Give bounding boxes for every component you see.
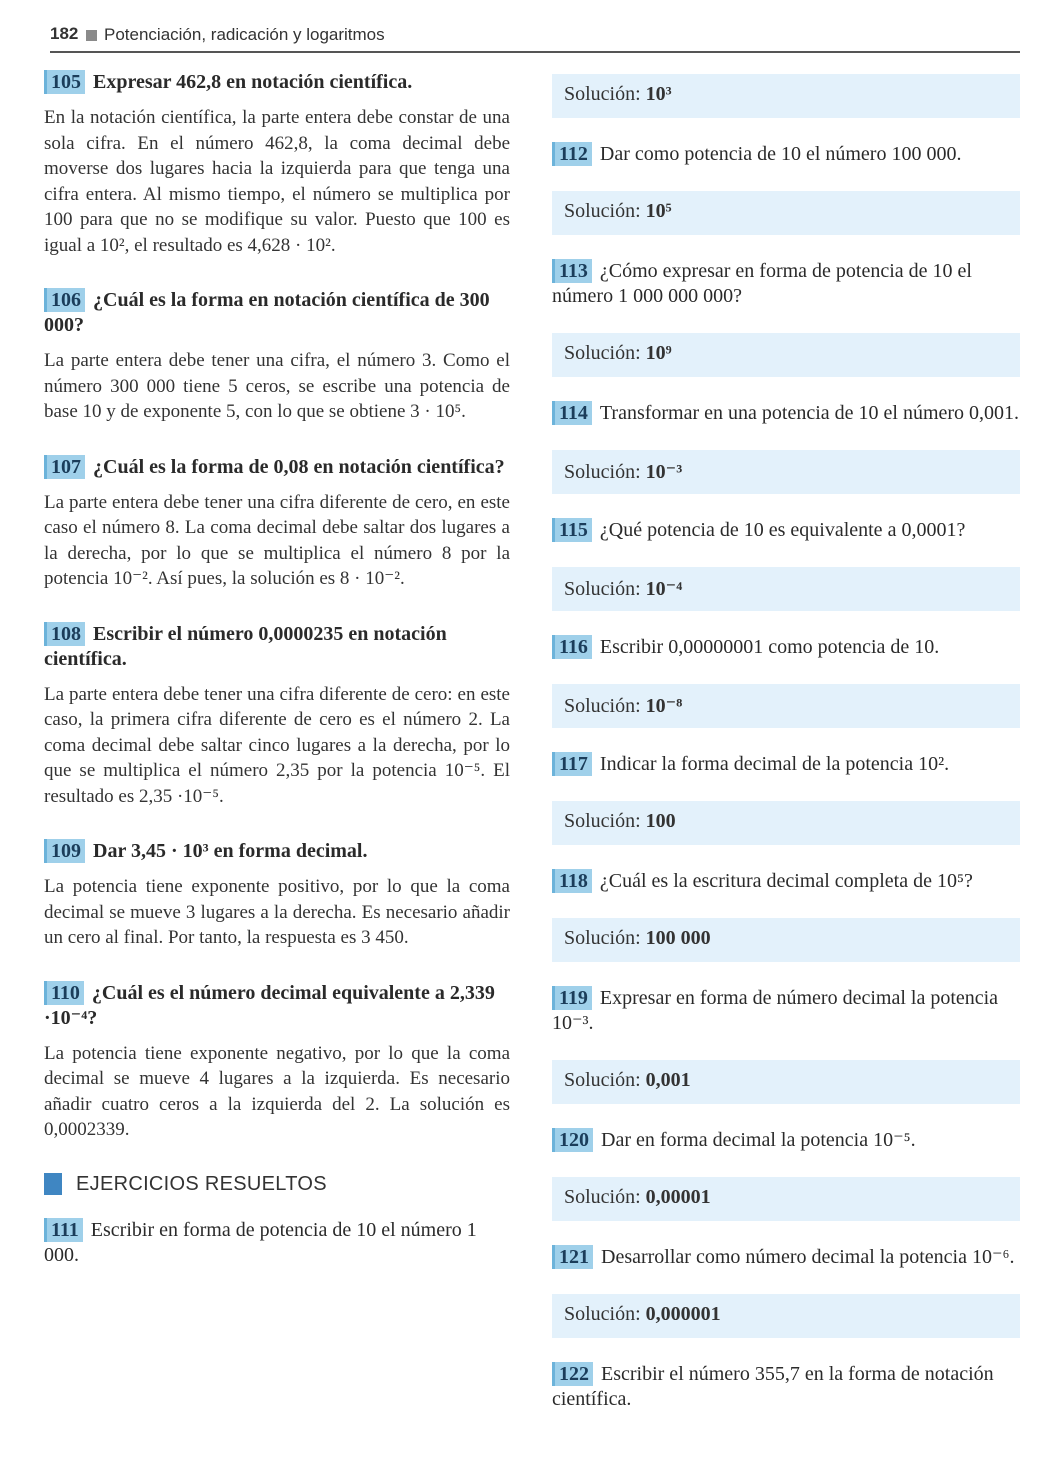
solution-label: Solución: xyxy=(564,810,641,832)
solution-box xyxy=(552,333,1020,377)
problem-115 xyxy=(552,518,1020,543)
problem-number: 120 xyxy=(552,1128,593,1152)
solution-value: 10⁻⁴ xyxy=(645,578,683,600)
problem-question: Desarrollar como número decimal la potencia 10⁻⁶. xyxy=(601,1246,1015,1268)
problem-number: 117 xyxy=(552,752,592,776)
problem-111 xyxy=(44,1218,510,1268)
solution-label: Solución: xyxy=(564,200,641,222)
solution-value: 10⁹ xyxy=(645,342,672,364)
solution-box xyxy=(552,450,1020,494)
problem-question: Dar como potencia de 10 el número 100 000. xyxy=(599,143,962,165)
problem-question: Expresar en forma de número decimal la potencia 10⁻³. xyxy=(552,987,999,1034)
problem-122 xyxy=(552,1362,1020,1412)
problem-number: 106 xyxy=(44,288,85,312)
problem-question: ¿Cuál es el número decimal equivalente a 2,339 ·10⁻⁴? xyxy=(44,981,495,1029)
problem-number: 115 xyxy=(552,518,592,542)
solution-value: 10⁻³ xyxy=(645,461,683,483)
problem-question: Transformar en una potencia de 10 el número 0,001. xyxy=(599,402,1020,424)
problem-109 xyxy=(44,839,510,951)
problem-explanation: La potencia tiene exponente positivo, por lo que la coma decimal se mueve 3 lugares a la derecha. Es necesario añadir un cero al final. Por tanto, la respuesta es 3 450. xyxy=(44,876,510,948)
right-column xyxy=(552,74,1020,1436)
problem-number: 119 xyxy=(552,986,592,1010)
problem-number: 107 xyxy=(44,455,85,479)
solution-label: Solución: xyxy=(564,1186,641,1208)
problem-114 xyxy=(552,401,1020,426)
section-square-icon xyxy=(44,1173,62,1195)
problem-question: ¿Cuál es la forma de 0,08 en notación científica? xyxy=(93,455,505,478)
solution-label: Solución: xyxy=(564,1303,641,1325)
solution-box xyxy=(552,918,1020,962)
problem-120 xyxy=(552,1128,1020,1153)
problem-number: 105 xyxy=(44,70,85,94)
solution-label: Solución: xyxy=(564,927,641,949)
problem-106 xyxy=(44,288,510,425)
problem-question: ¿Cómo expresar en forma de potencia de 10 el número 1 000 000 000? xyxy=(552,260,972,307)
header-rule xyxy=(50,51,1020,53)
problem-118 xyxy=(552,869,1020,894)
solution-label: Solución: xyxy=(564,578,641,600)
problem-question: ¿Cuál es la forma en notación científica de 300 000? xyxy=(44,289,490,336)
solution-box xyxy=(552,1060,1020,1104)
problem-number: 118 xyxy=(552,869,592,893)
solution-label: Solución: xyxy=(564,461,641,483)
solution-box xyxy=(552,684,1020,728)
problem-107 xyxy=(44,455,510,592)
problem-108 xyxy=(44,622,510,810)
solution-box xyxy=(552,1294,1020,1338)
solution-label: Solución: xyxy=(564,695,641,717)
section-title: EJERCICIOS RESUELTOS xyxy=(76,1172,327,1195)
page-number: 182 xyxy=(50,24,79,43)
problem-question: Expresar 462,8 en notación científica. xyxy=(93,71,413,93)
problem-question: Escribir 0,00000001 como potencia de 10. xyxy=(599,636,940,658)
problem-number: 109 xyxy=(44,839,85,863)
problem-110 xyxy=(44,981,510,1143)
solution-value: 100 000 xyxy=(645,927,711,949)
problem-117 xyxy=(552,752,1020,777)
problem-question: Escribir en forma de potencia de 10 el número 1 000. xyxy=(44,1218,477,1266)
solution-box xyxy=(552,191,1020,235)
solution-value: 0,00001 xyxy=(645,1186,711,1208)
section-heading xyxy=(44,1173,510,1196)
problem-119 xyxy=(552,986,1020,1036)
problem-116 xyxy=(552,635,1020,660)
solution-value: 100 xyxy=(645,810,676,832)
problem-number: 121 xyxy=(552,1245,593,1269)
problem-question: ¿Cuál es la escritura decimal completa de 10⁵? xyxy=(599,870,973,892)
problem-question: Indicar la forma decimal de la potencia 10². xyxy=(599,753,950,775)
problem-112 xyxy=(552,142,1020,167)
problem-number: 122 xyxy=(552,1362,593,1386)
problem-explanation: La parte entera debe tener una cifra, el número 3. Como el número 300 000 tiene 5 ceros, se escribe una potencia de base 10 y de exponente 5, con lo que se obtiene 3 · 10⁵. xyxy=(44,350,510,422)
solution-value: 10³ xyxy=(645,83,672,105)
problem-number: 112 xyxy=(552,142,592,166)
problem-113 xyxy=(552,259,1020,309)
problem-explanation: La potencia tiene exponente negativo, por lo que la coma decimal se mueve 4 lugares a la izquierda. Es necesario añadir cuatro ceros a la izquierda del 2. La solución es 0,0002339. xyxy=(44,1042,510,1140)
left-column xyxy=(44,70,510,1292)
chapter-title: Potenciación, radicación y logaritmos xyxy=(104,25,385,44)
solution-value: 10⁵ xyxy=(645,200,672,222)
problem-121 xyxy=(552,1245,1020,1270)
problem-question: Escribir el número 0,0000235 en notación científica. xyxy=(44,622,447,670)
problem-explanation: La parte entera debe tener una cifra diferente de cero, en este caso el número 8. La coma decimal debe saltar dos lugares a la derecha, por lo que se multiplica el número 8 por la potencia 10⁻². Así pues, la solución es 8 · 10⁻². xyxy=(44,491,510,589)
solution-box xyxy=(552,1177,1020,1221)
solution-label: Solución: xyxy=(564,342,641,364)
solution-label: Solución: xyxy=(564,83,641,105)
problem-number: 113 xyxy=(552,259,592,283)
solution-box xyxy=(552,74,1020,118)
problem-number: 116 xyxy=(552,635,592,659)
solution-box xyxy=(552,567,1020,611)
solution-value: 0,000001 xyxy=(645,1303,721,1325)
problem-question: Dar en forma decimal la potencia 10⁻⁵. xyxy=(601,1129,916,1151)
problem-number: 111 xyxy=(44,1218,83,1242)
header-square-icon xyxy=(86,30,97,41)
problem-number: 114 xyxy=(552,401,592,425)
problem-number: 110 xyxy=(44,981,84,1005)
problem-number: 108 xyxy=(44,622,85,646)
problem-question: Dar 3,45 · 10³ en forma decimal. xyxy=(93,840,368,862)
solution-value: 10⁻⁸ xyxy=(645,695,683,717)
problem-question: Escribir el número 355,7 en la forma de notación científica. xyxy=(552,1363,994,1410)
problem-explanation: La parte entera debe tener una cifra diferente de cero: en este caso, la primera cifra diferente de cero es el número 2. La coma decimal debe saltar cinco lugares a la derecha, por lo que se multiplica el número 2,35 por la potencia 10⁻⁵. El resultado es 2,35 ·10⁻⁵. xyxy=(44,683,510,807)
problem-105 xyxy=(44,70,510,258)
problem-explanation: En la notación científica, la parte entera debe constar de una sola cifra. En el número 462,8, la coma decimal debe moverse dos lugares hacia la izquierda para que tenga una cifra entera. Al mismo tiempo, el número se multiplica por 100 para que no se modifique su valor. Puesto que 100 es igual a 10², el resultado es 4,628 · 10². xyxy=(44,107,510,256)
solution-label: Solución: xyxy=(564,1069,641,1091)
solution-value: 0,001 xyxy=(645,1069,691,1091)
problem-question: ¿Qué potencia de 10 es equivalente a 0,0001? xyxy=(599,519,966,541)
page-header xyxy=(50,22,1020,54)
solution-box xyxy=(552,801,1020,845)
